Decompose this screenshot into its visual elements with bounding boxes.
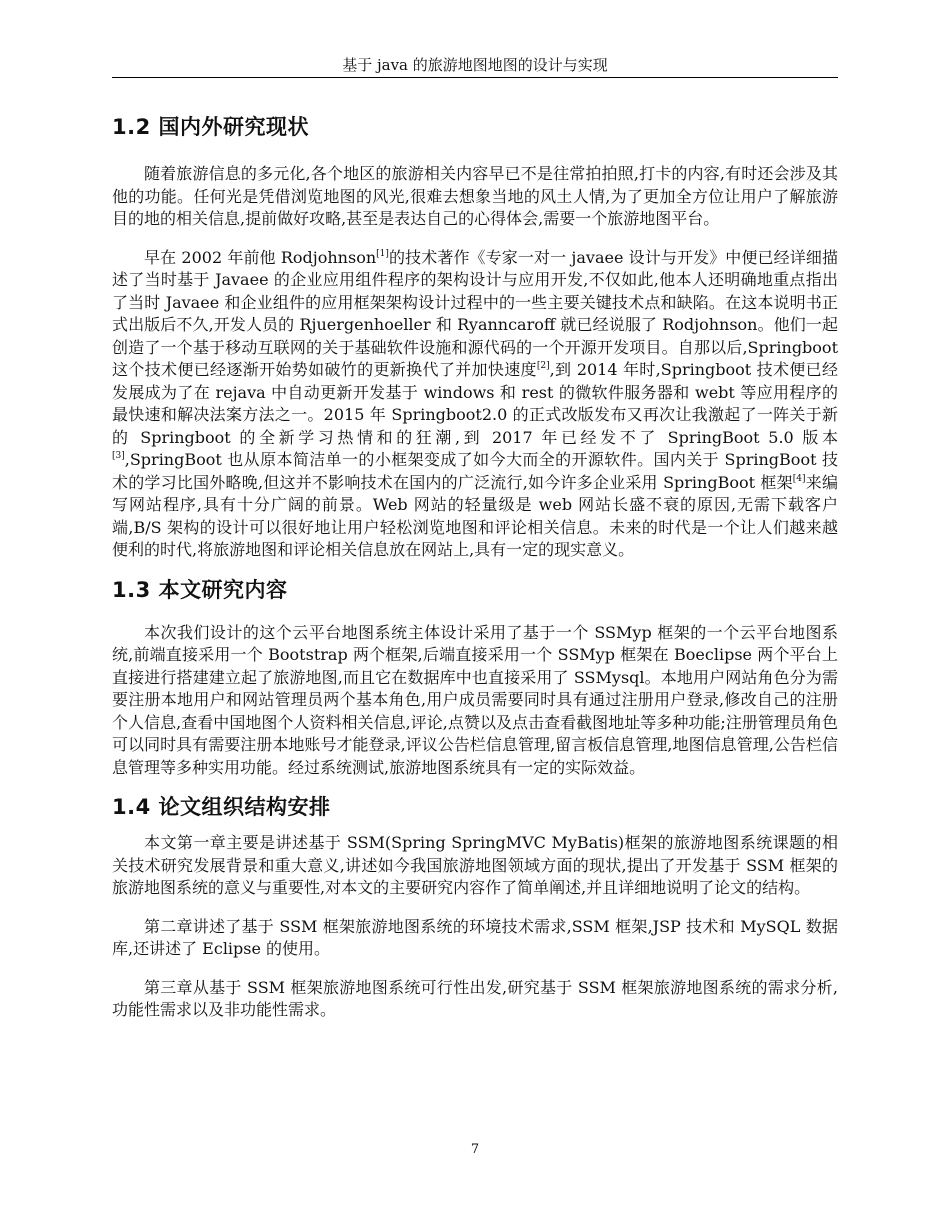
running-header: 基于 java 的旅游地图地图的设计与实现 <box>112 56 838 78</box>
citation-ref-3: [3] <box>112 451 125 461</box>
text-run: 来编写网站程序,具有十分广阔的前景。Web 网站的轻量级是 web 网站长盛不衰的原因,无需下载客户端,B/S 架构的设计可以很好地让用户轻松浏览地图和评论相关信息。未来的时代是一个让人们越来越便利的时代,将旅游地图和评论相关信息放在网站上,具有一定的现实意义。 <box>112 472 838 559</box>
section-heading-1-4: 1.4 论文组织结构安排 <box>112 795 331 819</box>
text-run: 早在 2002 年前他 Rodjohnson <box>144 247 377 267</box>
paragraph: 随着旅游信息的多元化,各个地区的旅游相关内容早已不是往常拍拍照,打卡的内容,有时还会涉及其他的功能。任何光是凭借浏览地图的风光,很难去想象当地的风土人情,为了更加全方位让用户了解旅游目的地的相关信息,提前做好攻略,甚至是表达自己的心得体会,需要一个旅游地图平台。 <box>112 164 838 228</box>
text-run: ,到 2014 年时,Springboot 技术便已经发展成为了在 rejava 中自动更新开发基于 windows 和 rest 的微软件服务器和 webt 等应用程序的最快速和解决法案方法之一。2015 年 Springboot2.0 的正式改版发布又再次让我激起了一阵关于新的 Springboot 的全新学习热情和的狂潮,到 2017 年已经发不了 SpringBoot 5.0 版本 <box>112 360 838 447</box>
text-run: ,SpringBoot 也从原本简洁单一的小框架变成了如今大而全的开源软件。国内关于 SpringBoot 技术的学习比国外略晚,但这并不影响技术在国内的广泛流行,如今许多企业采用 SpringBoot 框架 <box>112 450 838 492</box>
citation-ref-4: [4] <box>792 473 806 484</box>
text-run: 的技术著作《专家一对一 javaee 设计与开发》中便已经详细描述了当时基于 Javaee 的企业应用组件程序的架构设计与应用开发,不仅如此,他本人还明确地重点指出了当时 Javaee 和企业组件的应用框架架构设计过程中的一些主要关键技术点和缺陷。在这本说明书正式出版后不久,开发人员的 Rjuergenhoeller 和 Ryanncaroff 就已经说服了 Rodjohnson。他们一起创造了一个基于移动互联网的关于基础软件设施和源代码的一个开源开发项目。自那以后,Springboot 这个技术便已经逐渐开始势如破竹的更新换代了并加快速度 <box>112 247 838 379</box>
section-heading-1-2: 1.2 国内外研究现状 <box>112 115 310 139</box>
paragraph-with-references <box>112 247 838 562</box>
paragraph: 本次我们设计的这个云平台地图系统主体设计采用了基于一个 SSMyp 框架的一个云平台地图系统,前端直接采用一个 Bootstrap 两个框架,后端直接采用一个 SSMyp 框架在 Boeclipse 两个平台上直接进行搭建建立起了旅游地图,而且它在数据库中也直接采用了 SSMysql。本地用户网站角色分为需要注册本地用户和网站管理员两个基本角色,用户成员需要同时具有通过注册用户登录,修改自己的注册个人信息,查看中国地图个人资料相关信息,评论,点赞以及点击查看截图地址等多种功能;注册管理员角色可以同时具有需要注册本地账号才能登录,评议公告栏信息管理,留言板信息管理,地图信息管理,公告栏信息管理等多种实用功能。经过系统测试,旅游地图系统具有一定的实际效益。 <box>112 622 838 777</box>
paragraph: 第三章从基于 SSM 框架旅游地图系统可行性出发,研究基于 SSM 框架旅游地图系统的需求分析,功能性需求以及非功能性需求。 <box>112 977 838 1019</box>
citation-ref-1: [1] <box>376 248 389 259</box>
page-body <box>112 112 838 1022</box>
page-number: 7 <box>470 1142 480 1157</box>
section-heading-1-3: 1.3 本文研究内容 <box>112 577 288 602</box>
paragraph: 本文第一章主要是讲述基于 SSM(Spring SpringMVC MyBatis)框架的旅游地图系统课题的相关技术研究发展背景和重大意义,讲述如今我国旅游地图领域方面的现状,提出了开发基于 SSM 框架的旅游地图系统的意义与重要性,对本文的主要研究内容作了简单阐述,并且详细地说明了论文的结构。 <box>112 833 838 897</box>
citation-ref-2: [2] <box>536 361 550 371</box>
paragraph: 第二章讲述了基于 SSM 框架旅游地图系统的环境技术需求,SSM 框架,JSP 技术和 MySQL 数据库,还讲述了 Eclipse 的使用。 <box>112 916 838 958</box>
